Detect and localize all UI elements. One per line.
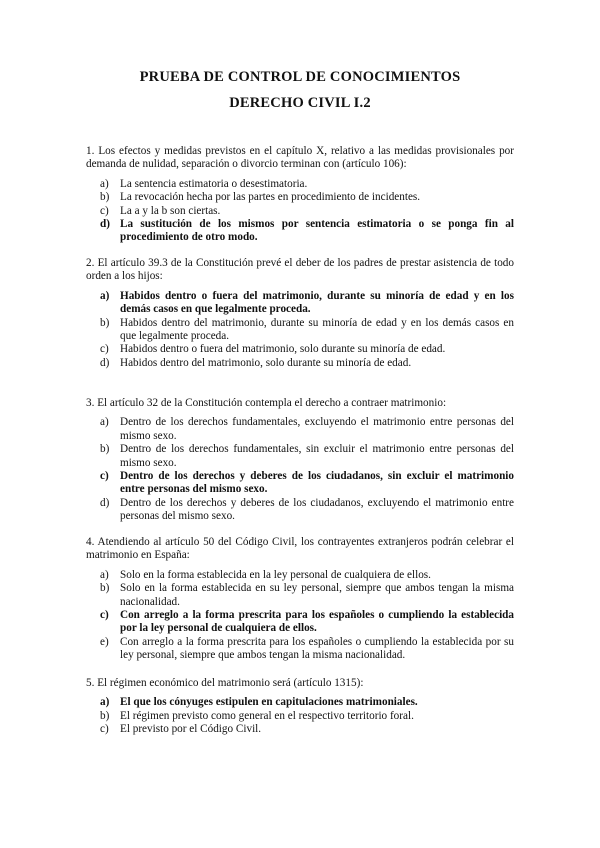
question-1-option-c: c) La a y la b son ciertas.: [100, 204, 221, 217]
question-2-option-d: d) Habidos dentro del matrimonio, solo durante su minoría de edad.: [100, 356, 412, 369]
question-2-option-a: a) Habidos dentro o fuera del matrimonio, durante su minoría de edad y en los demás casos en que legalmente proceda.: [100, 289, 514, 316]
question-1: [86, 145, 514, 245]
question-1-options: [86, 178, 514, 245]
question-5-option-c: c) El previsto por el Código Civil.: [100, 723, 262, 736]
question-1-text: 1. Los efectos y medidas previstos en el capítulo X, relativo a las medidas provisionales por demanda de nulidad, separación o divorcio terminan con (artículo 106):: [86, 145, 514, 171]
question-3-option-b: b) Dentro de los derechos fundamentales, sin excluir el matrimonio entre personas del mismo sexo.: [100, 443, 514, 469]
question-4-text: 4. Atendiendo al artículo 50 del Código Civil, los contrayentes extranjeros podrán celebrar el matrimonio en España:: [86, 536, 514, 562]
question-2-option-c: c) Habidos dentro o fuera del matrimonio, solo durante su minoría de edad.: [100, 343, 446, 356]
question-5: [86, 677, 514, 737]
question-4-option-c: c) Con arreglo a la forma prescrita para los españoles o cumpliendo la establecida por la ley personal de cualquiera de ellos.: [100, 609, 514, 635]
question-1-option-b: b) La revocación hecha por las partes en procedimiento de incidentes.: [100, 191, 421, 204]
question-5-option-b: b) El régimen previsto como general en el respectivo territorio foral.: [100, 709, 414, 722]
question-4-option-e: e) Con arreglo a la forma prescrita para los españoles o cumpliendo la establecida por su ley personal, siempre que ambos tengan la misma nacionalidad.: [100, 635, 514, 662]
document-subtitle: DERECHO CIVIL I.2: [229, 95, 371, 111]
question-3-options: [86, 416, 514, 523]
question-2-options: [86, 290, 514, 370]
question-5-options: [86, 696, 514, 736]
question-5-text: 5. El régimen económico del matrimonio será (artículo 1315):: [86, 677, 364, 689]
question-4: [86, 536, 514, 663]
question-3-option-a: a) Dentro de los derechos fundamentales, excluyendo el matrimonio entre personas del mismo sexo.: [100, 416, 514, 442]
question-3-text: 3. El artículo 32 de la Constitución contempla el derecho a contraer matrimonio:: [86, 397, 447, 409]
question-3-option-c: c) Dentro de los derechos y deberes de los ciudadanos, sin excluir el matrimonio entre personas del mismo sexo.: [100, 470, 514, 496]
question-4-option-b: b) Solo en la forma establecida en su ley personal, siempre que ambos tengan la misma nacionalidad.: [100, 582, 514, 608]
question-4-options: [86, 569, 514, 663]
question-2: [86, 257, 514, 370]
question-2-text: 2. El artículo 39.3 de la Constitución prevé el deber de los padres de prestar asistencia de todo orden a los hijos:: [86, 257, 514, 283]
question-5-option-a: a) El que los cónyuges estipulen en capitulaciones matrimoniales.: [100, 696, 418, 709]
document-title: PRUEBA DE CONTROL DE CONOCIMIENTOS: [139, 69, 461, 85]
question-3: [86, 397, 514, 524]
question-4-option-a: a) Solo en la forma establecida en la ley personal de cualquiera de ellos.: [100, 568, 431, 581]
question-2-option-b: b) Habidos dentro del matrimonio, durante su minoría de edad y en los demás casos en que legalmente proceda.: [100, 316, 514, 343]
question-1-option-d: d) La sustitución de los mismos por sentencia estimatoria o se ponga fin al procedimiento de otro modo.: [100, 218, 514, 244]
question-3-option-d: d) Dentro de los derechos y deberes de los ciudadanos, excluyendo el matrimonio entre personas del mismo sexo.: [100, 496, 514, 523]
question-1-option-a: a) La sentencia estimatoria o desestimatoria.: [100, 177, 308, 190]
